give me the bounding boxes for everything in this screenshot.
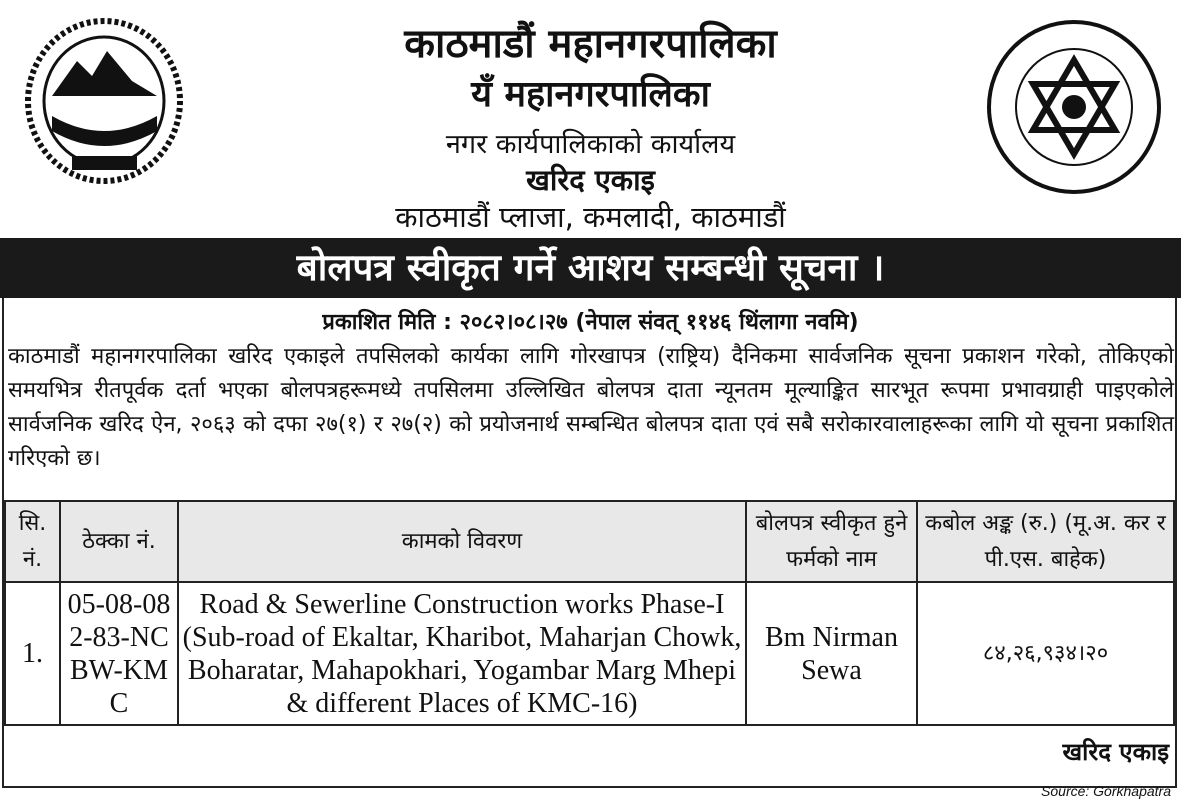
- col-description: कामको विवरण: [178, 501, 746, 582]
- table-row: [5, 582, 1174, 725]
- office-name: नगर कार्यपालिकाको कार्यालय: [445, 129, 736, 160]
- org-name-nepal-bhasa: यँ महानगरपालिका: [471, 74, 710, 115]
- unit-name: खरिद एकाइ: [526, 163, 655, 197]
- notice-body: काठमाडौं महानगरपालिका खरिद एकाइले तपसिलको कार्यका लागि गोरखापत्र (राष्ट्रिय) दैनिकमा सार्वजनिक सूचना प्रकाशन गरेको, तोकिएको समयभित्र रीतपूर्वक दर्ता भएका बोलपत्रहरूमध्ये तपसिलमा उल्लिखित बोलपत्र दाता न्यूनतम मूल्याङ्कित सारभूत रूपमा प्रभावग्राही पाइएकोले सार्वजनिक खरिद ऐन, २०६३ को दफा २७(१) र २७(२) को प्रयोजनार्थ सम्बन्धित बोलपत्र दाता एवं सबै सरोकारवालाहरूका लागि यो सूचना प्रकाशित गरिएको छ।: [8, 344, 1174, 471]
- cell-contract-no: 05-08-082-83-NCBW-KMC: [60, 582, 178, 725]
- col-amount: कबोल अङ्क (रु.) (मू.अ. कर र पी.एस. बाहेक): [917, 501, 1174, 582]
- col-firm: बोलपत्र स्वीकृत हुने फर्मको नाम: [746, 501, 917, 582]
- signature: खरिद एकाइ: [1062, 738, 1169, 766]
- col-contract-no: ठेक्का नं.: [60, 501, 178, 582]
- col-sn: सि. नं.: [5, 501, 60, 582]
- notice-title: बोलपत्र स्वीकृत गर्ने आशय सम्बन्धी सूचना ।: [0, 238, 1181, 298]
- cell-sn: 1.: [5, 582, 60, 725]
- cell-description: Road & Sewerline Construction works Phase-I (Sub-road of Ekaltar, Kharibot, Maharjan Chowk, Boharatar, Mahapokhari, Yogambar Marg Mhepi & different Places of KMC-16): [178, 582, 746, 725]
- address: काठमाडौं प्लाजा, कमलादी, काठमाडौं: [395, 200, 786, 234]
- org-name: काठमाडौं महानगरपालिका: [404, 21, 777, 67]
- cell-firm: Bm Nirman Sewa: [746, 582, 917, 725]
- published-date: प्रकाशित मिति : २०८२।०८।२७ (नेपाल संवत् ११४६ थिंलागा नवमि): [322, 310, 859, 335]
- award-table: [4, 500, 1175, 726]
- source-credit: Source: Gorkhapatra: [1041, 783, 1171, 799]
- table-header-row: [5, 501, 1174, 582]
- cell-amount: ८४,२६,९३४।२०: [917, 582, 1174, 725]
